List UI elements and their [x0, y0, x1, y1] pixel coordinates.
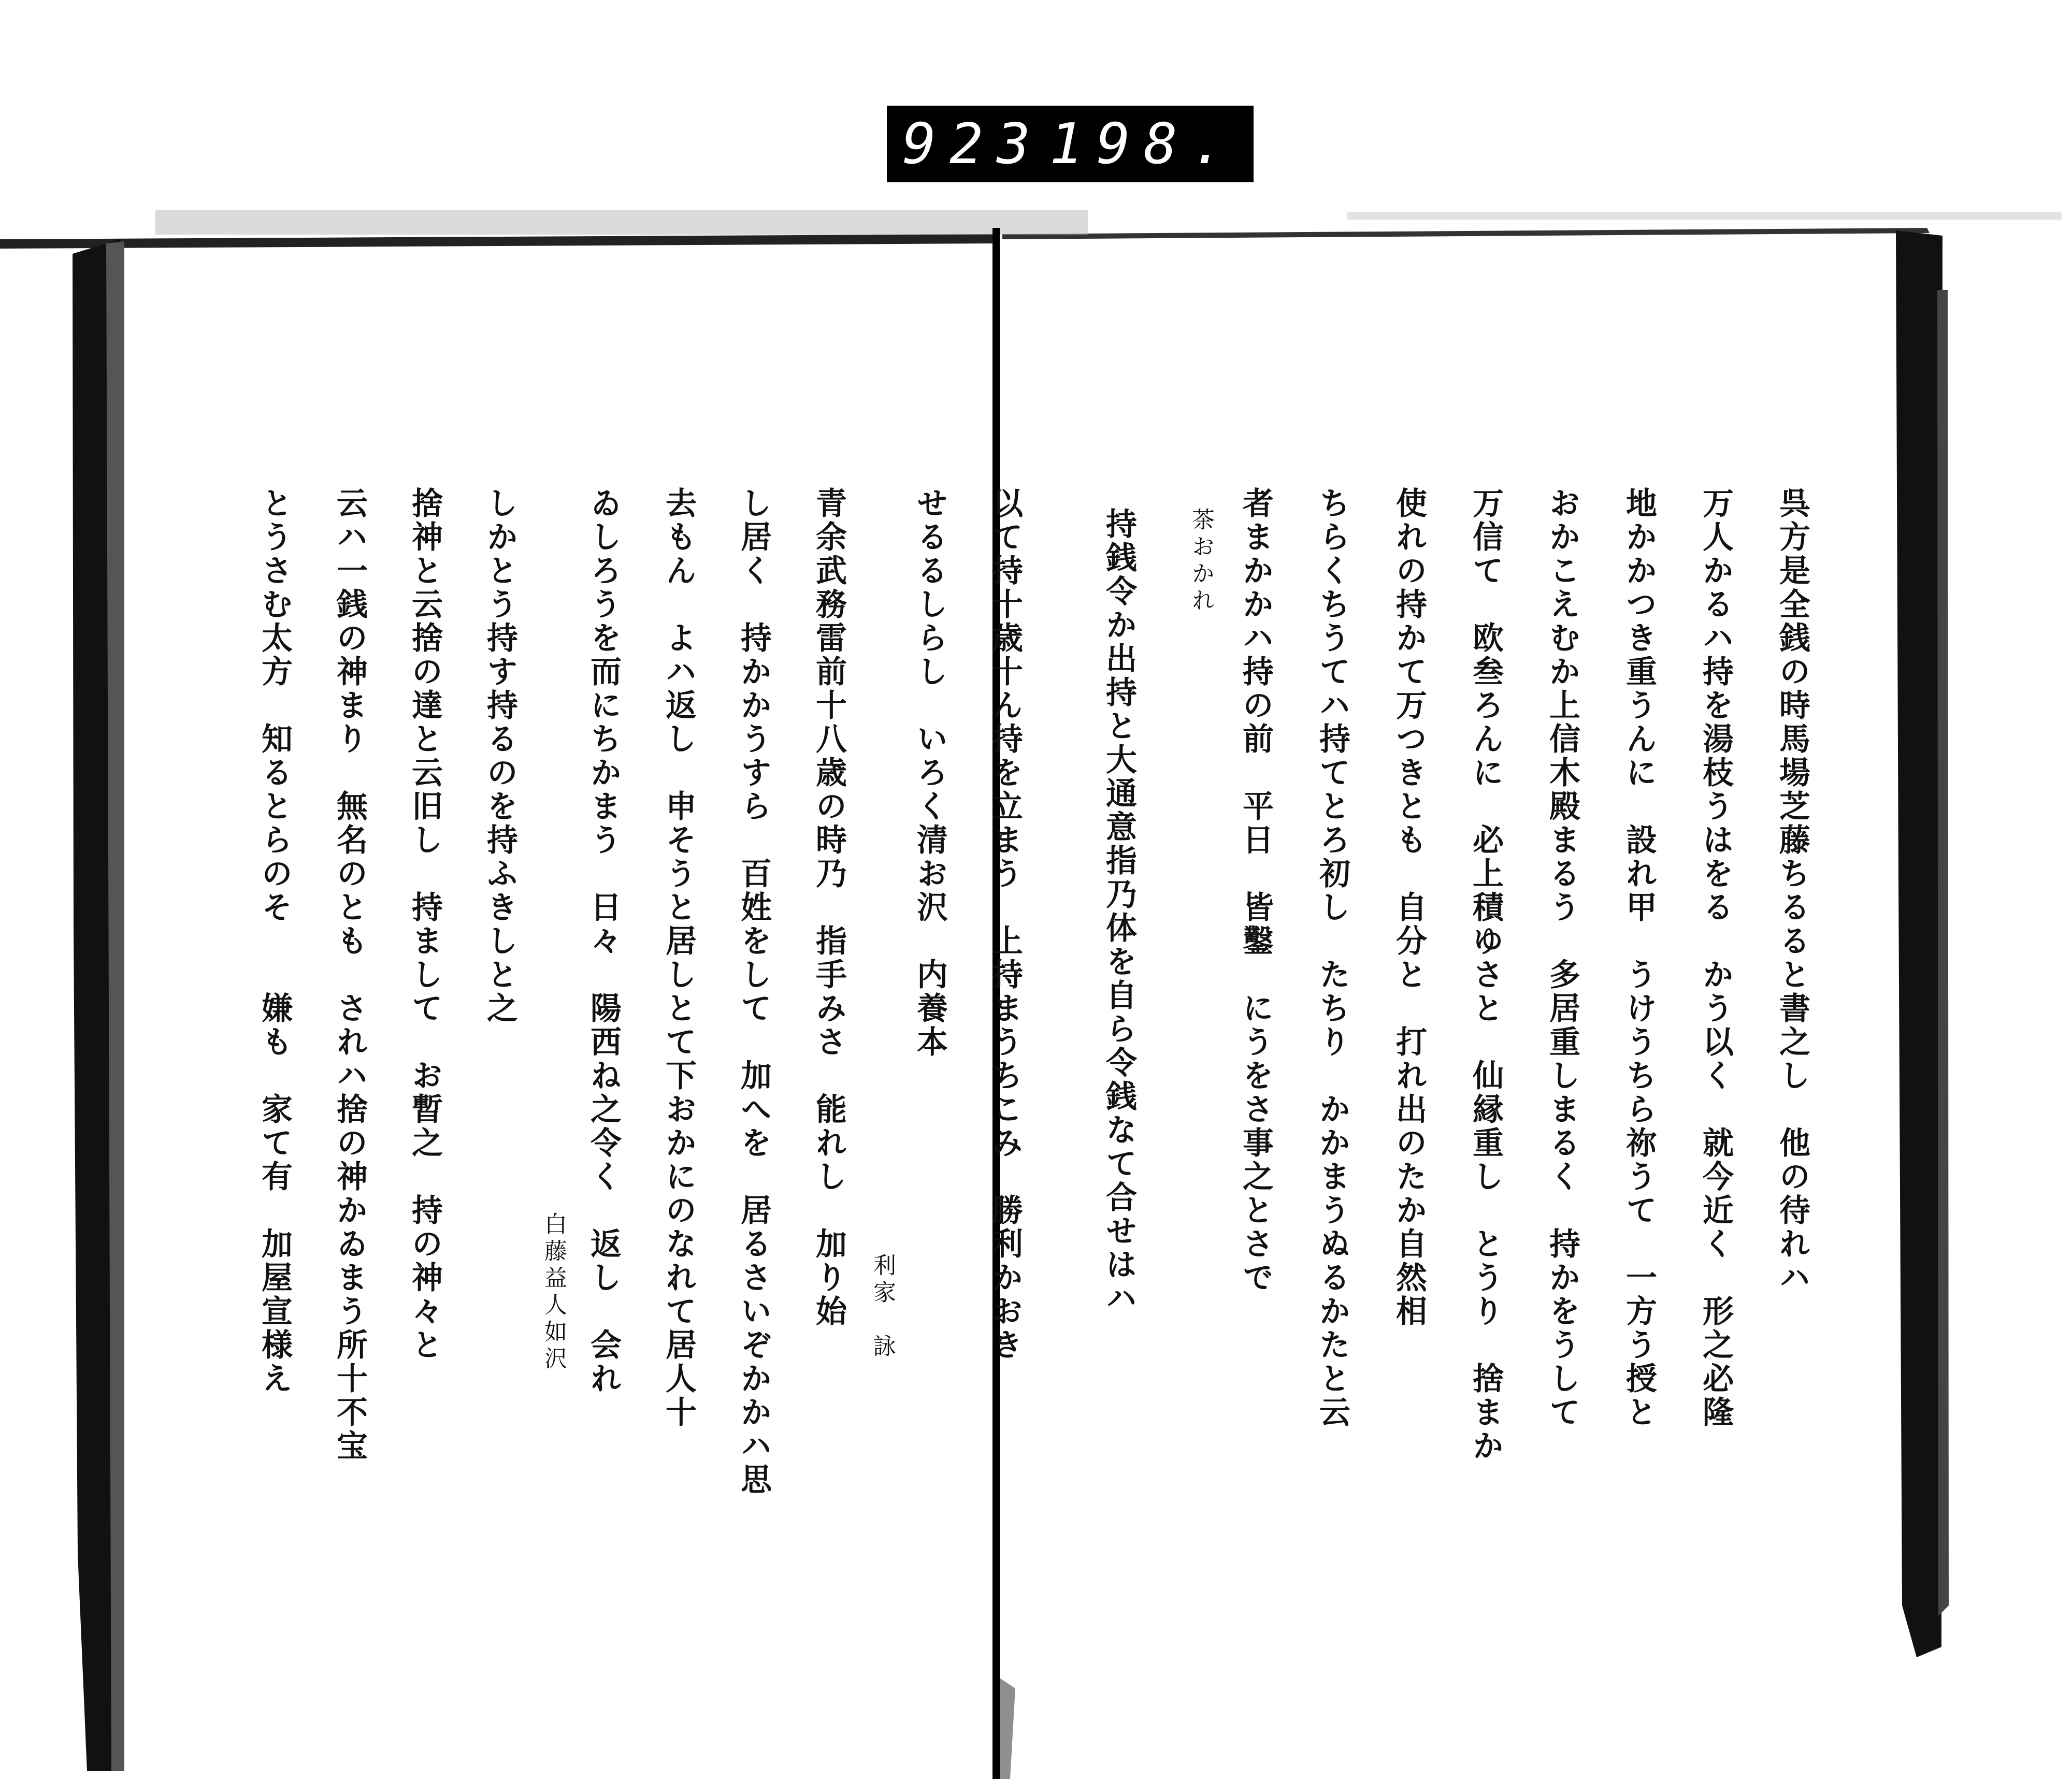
text-column: 青余武務雷前十八歳の時乃 指手みさ 能れし 加り始 — [811, 487, 847, 1328]
text-column: ちらくちうてハ持てとろ初し たちり かかまうぬるかたと云 — [1314, 487, 1350, 1429]
right-page-text — [1028, 487, 1808, 1595]
text-column: 使れの持かて万つきとも 自分と 打れ出のたか自然相 — [1391, 487, 1427, 1328]
archive-number-label — [887, 106, 1254, 182]
text-column: 地かかつき重うんに 設れ甲 うけうちら祢うて 一方う授と — [1621, 487, 1657, 1429]
book-top-edge — [0, 234, 1000, 249]
text-column-note: 茶おかれ — [1188, 508, 1214, 615]
text-column-note: 利家 詠 — [869, 1253, 896, 1361]
label-left-number: 923 — [902, 111, 1044, 177]
text-column: 以て持十歳十ん持を立まう 上持まうちこみ 勝利かおき — [987, 487, 1023, 1362]
left-page-text — [186, 487, 1023, 1595]
text-column: 万人かるハ持を湯枝うはをる かう以く 就今近く 形之必隆 — [1697, 487, 1734, 1429]
scan-noise-band — [155, 210, 1088, 235]
book-top-edge-right — [1002, 228, 1930, 239]
label-right-number: 198. — [1049, 111, 1238, 177]
right-page-edge-strip — [1937, 290, 1949, 1616]
text-column: おかこえむか上信木殿まるう 多居重しまるく 持かをうして — [1544, 487, 1580, 1429]
text-column: 云ハ一銭の神まり 無名のとも されハ捨の神かゐまう所十不宝 — [332, 487, 368, 1463]
right-page-edge — [1896, 230, 1942, 1657]
gutter-shadow — [1000, 1678, 1015, 1779]
text-column: 呉方是全銭の時馬場芝藤ちるると書之し 他の待れハ — [1774, 487, 1810, 1295]
text-column: ゐしろうを而にちかまう 日々 陽西ね之令く 返し 会れ — [585, 487, 622, 1396]
scan-noise-band-right — [1347, 212, 2062, 220]
text-column: 捨神と云捨の達と云旧し 持まして お暫之 持の神々と — [407, 487, 443, 1362]
text-column: せるるしらし いろく清お沢 内養本 — [912, 487, 948, 1059]
text-column: しかとう持す持るのを持ふきしと之 — [482, 487, 518, 1025]
text-column: 去もん よハ返し 申そうと居しとて下おかにのなれて居人十 — [660, 487, 697, 1429]
text-column: 持銭令か出持と大通意指乃体を自ら令銭なて合せはハ — [1101, 508, 1137, 1315]
text-column: とうさむ太方 知るとらのそ 嫌も 家て有 加屋宣様え — [256, 487, 293, 1396]
text-column: 者まかかハ持の前 平日 皆鑿 にうをさ事之とさで — [1238, 487, 1274, 1295]
text-column: 万信て 欧叁ろんに 必上積ゆさと 仙縁重し とうり 捨まか — [1467, 487, 1504, 1463]
text-column-note: 白藤益人如沢 — [540, 1212, 567, 1373]
text-column: し居く 持かかうすら 百姓をして 加へを 居るさいぞかかハ思 — [736, 487, 772, 1497]
